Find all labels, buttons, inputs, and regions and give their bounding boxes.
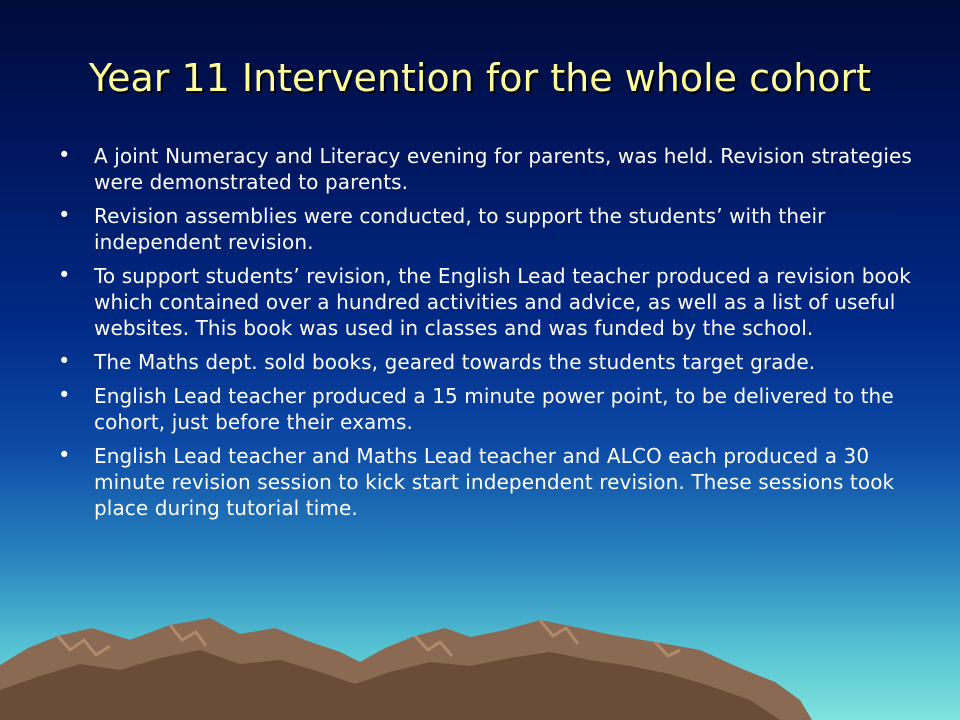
bullet-dot: • bbox=[58, 263, 71, 287]
bullet-dot: • bbox=[58, 383, 71, 407]
bullet-dot: • bbox=[58, 349, 71, 373]
bullet-item bbox=[58, 349, 920, 375]
bullet-item bbox=[58, 203, 920, 255]
slide-title: Year 11 Intervention for the whole cohort bbox=[88, 56, 872, 100]
bullet-item bbox=[58, 443, 920, 521]
bullet-dot: • bbox=[58, 443, 71, 467]
bullet-text: The Maths dept. sold books, geared towards the students target grade. bbox=[94, 350, 816, 374]
bullet-list bbox=[58, 143, 920, 529]
bullet-dot: • bbox=[58, 143, 71, 167]
bullet-dot: • bbox=[58, 203, 71, 227]
bullet-item bbox=[58, 263, 920, 341]
bullet-text: English Lead teacher and Maths Lead teacher and ALCO each produced a 30 minute revision session to kick start independent revision. These sessions took place during tutorial time. bbox=[94, 444, 895, 520]
bullet-item bbox=[58, 143, 920, 195]
bullet-text: A joint Numeracy and Literacy evening for parents, was held. Revision strategies were demonstrated to parents. bbox=[94, 144, 912, 194]
bullet-item bbox=[58, 383, 920, 435]
bullet-text: Revision assemblies were conducted, to support the students’ with their independent revision. bbox=[94, 204, 826, 254]
bullet-text: To support students’ revision, the English Lead teacher produced a revision book which contained over a hundred activities and advice, as well as a list of useful websites. This book was used in classes and was funded by the school. bbox=[94, 264, 911, 340]
bullet-text: English Lead teacher produced a 15 minute power point, to be delivered to the cohort, just before their exams. bbox=[94, 384, 894, 434]
